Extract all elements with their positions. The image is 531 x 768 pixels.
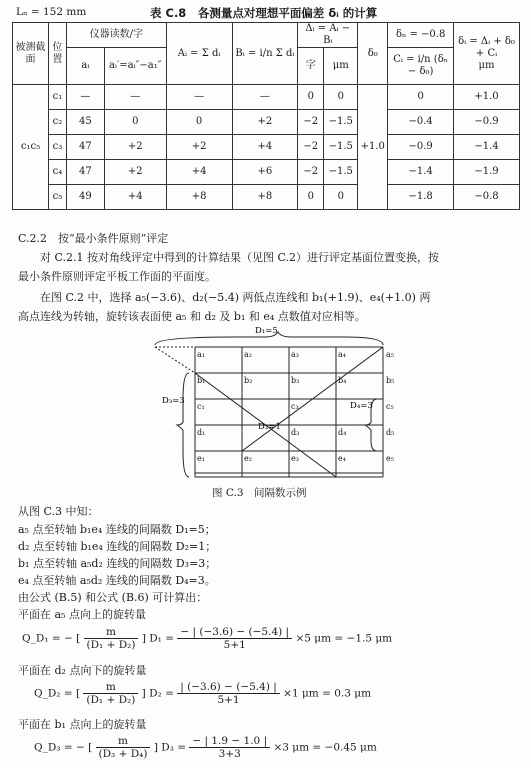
para1-line2: 最小条件原则评定平板工作面的平面度。 xyxy=(18,270,216,283)
cell-a: — xyxy=(66,85,104,110)
eq1-result: ×5 μm = −1.5 μm xyxy=(295,632,393,645)
header-Ci: Cᵢ = i/n (δₙ − δ₀) xyxy=(388,48,454,85)
header-Ai: Aᵢ = Σ dᵢ xyxy=(166,23,232,85)
cell-a_prime: +2 xyxy=(104,160,166,185)
brace-D3 xyxy=(177,373,189,477)
point-label: d₄ xyxy=(338,428,347,437)
table-row xyxy=(13,85,520,110)
formula-intro: 由公式 (B.5) 和公式 (B.6) 可计算出： xyxy=(18,591,208,604)
cell-a: 47 xyxy=(66,160,104,185)
eq3-den: (D₃ + D₄) xyxy=(98,748,148,760)
cell-position: c₁ xyxy=(48,85,66,110)
eq1-lhs: Q_D₁ = − [ xyxy=(22,632,81,645)
point-label: c₃ xyxy=(291,402,299,411)
point-label: a₂ xyxy=(244,350,252,359)
header-unit-char: 字 xyxy=(298,48,324,85)
cell-a_prime: 0 xyxy=(104,110,166,135)
eq2-den2: 5+1 xyxy=(217,694,240,706)
cell-B: +4 xyxy=(232,135,298,160)
eq1-den: (D₁ + D₂) xyxy=(86,639,136,651)
eq3-num: − | 1.9 − 1.0 | xyxy=(189,735,270,748)
cell-position: c₃ xyxy=(48,135,66,160)
eq2-den: (D₁ + D₂) xyxy=(86,694,136,706)
point-label: c₅ xyxy=(386,402,394,411)
point-label: e₃ xyxy=(291,454,299,463)
eq3-result: ×3 μm = −0.45 μm xyxy=(273,741,377,754)
cell-A: +2 xyxy=(166,135,232,160)
header-delta-i-unit: μm xyxy=(478,59,495,71)
cell-Ci: −1.8 xyxy=(388,185,454,210)
point-label: b₂ xyxy=(244,376,253,385)
cell-delta-i: −0.9 xyxy=(454,110,520,135)
cell-d_char: −2 xyxy=(298,110,324,135)
table-row xyxy=(13,185,520,210)
point-label: b₁ xyxy=(197,376,206,385)
cell-Ci: 0 xyxy=(388,85,454,110)
para2-line2: 高点连线为转轴，旋转该表面使 a₅ 和 d₂ 及 b₁ 和 e₄ 点数值对应相等。 xyxy=(18,310,366,323)
section-heading: C.2.2 按“最小条件原则”评定 xyxy=(18,232,169,245)
point-label: d₃ xyxy=(291,428,300,437)
header-ai: aᵢ xyxy=(66,48,104,85)
para1-line1: 对 C.2.1 按对角线评定中得到的计算结果（见图 C.2）进行评定基面位置变换，按 xyxy=(40,251,440,264)
cell-delta-i: −1.9 xyxy=(454,160,520,185)
header-delta-n: δₙ = −0.8 xyxy=(388,23,454,48)
cell-Ci: −0.4 xyxy=(388,110,454,135)
cell-d_char: 0 xyxy=(298,185,324,210)
cell-position: c₄ xyxy=(48,160,66,185)
header-reading: 仪器读数/字 xyxy=(66,23,166,48)
cell-a_prime: — xyxy=(104,85,166,110)
point-label: b₄ xyxy=(338,376,347,385)
point-label: b₃ xyxy=(291,376,300,385)
point-label: a₃ xyxy=(291,350,299,359)
cell-Ci: −1.4 xyxy=(388,160,454,185)
eq3-lhs: Q_D₃ = − [ xyxy=(34,741,93,754)
header-position: 位置 xyxy=(48,23,66,85)
eq3-den2: 3+3 xyxy=(218,748,241,760)
from-figure: 从图 C.3 中知： xyxy=(18,505,99,518)
list-item: a₅ 点至转轴 b₁e₄ 连线的间隔数 D₁=5； xyxy=(18,523,216,536)
eq1-num: − | (−3.6) − (−5.4) | xyxy=(177,626,292,639)
header-delta-i xyxy=(454,23,520,85)
label-D1: D₁=5 xyxy=(255,326,278,336)
eq2-lhs: Q_D₂ = [ xyxy=(34,687,81,700)
rotation-2-title: 平面在 d₂ 点向下的旋转量 xyxy=(18,664,147,677)
table-row xyxy=(13,135,520,160)
point-label: c₁ xyxy=(197,402,205,411)
cell-d_char: −2 xyxy=(298,160,324,185)
cell-d_um: −1.5 xyxy=(324,135,358,160)
cell-B: +2 xyxy=(232,110,298,135)
rotation-1-title: 平面在 a₅ 点向上的旋转量 xyxy=(18,608,146,621)
label-D3: D₃=3 xyxy=(162,396,185,406)
cell-A: +4 xyxy=(166,160,232,185)
point-label: e₅ xyxy=(386,454,394,463)
point-label: e₄ xyxy=(338,454,346,463)
cell-delta0: +1.0 xyxy=(358,85,388,210)
point-label: a₄ xyxy=(338,350,346,359)
cell-position: c₅ xyxy=(48,185,66,210)
eq1-den2: 5+1 xyxy=(223,639,246,651)
cell-B: — xyxy=(232,85,298,110)
cell-d_um: −1.5 xyxy=(324,110,358,135)
cell-a: 47 xyxy=(66,135,104,160)
equation-2 xyxy=(34,681,371,706)
cell-position: c₂ xyxy=(48,110,66,135)
cell-A: — xyxy=(166,85,232,110)
point-label: b₅ xyxy=(386,376,395,385)
header-delta: Δᵢ = Aᵢ − Bᵢ xyxy=(298,23,358,48)
header-section: 被测截面 xyxy=(13,23,49,85)
cell-delta-i: −1.4 xyxy=(454,135,520,160)
table-title: 表 C.8 各测量点对理想平面偏差 δᵢ 的计算 xyxy=(150,6,378,20)
equation-3 xyxy=(34,735,377,760)
eq3-m: m xyxy=(96,735,151,748)
cell-d_char: 0 xyxy=(298,85,324,110)
eq2-m: m xyxy=(83,681,138,694)
cell-a: 45 xyxy=(66,110,104,135)
header-ai-prime: aᵢ′=aᵢ″−a₁″ xyxy=(104,48,166,85)
eq2-result: ×1 μm = 0.3 μm xyxy=(283,687,372,700)
point-label: e₂ xyxy=(244,454,252,463)
cell-d_um: 0 xyxy=(324,185,358,210)
cell-a: 49 xyxy=(66,185,104,210)
list-item: b₁ 点至转轴 a₅d₂ 连线的间隔数 D₃=3； xyxy=(18,557,217,570)
cell-section: c₁c₅ xyxy=(13,85,49,210)
cell-a_prime: +2 xyxy=(104,135,166,160)
point-label: d₁ xyxy=(197,428,206,437)
table-row xyxy=(13,160,520,185)
cell-Ci: −0.9 xyxy=(388,135,454,160)
point-label: a₅ xyxy=(386,350,394,359)
length-label: Lₙ = 152 mm xyxy=(16,6,87,18)
list-item: e₄ 点至转轴 a₅d₂ 连线的间隔数 D₄=3。 xyxy=(18,574,216,587)
cell-B: +6 xyxy=(232,160,298,185)
cell-delta-i: +1.0 xyxy=(454,85,520,110)
cell-d_char: −2 xyxy=(298,135,324,160)
cell-delta-i: −0.8 xyxy=(454,185,520,210)
cell-a_prime: +4 xyxy=(104,185,166,210)
eq2-mid: ] D₂ = xyxy=(141,687,174,700)
cell-A: +8 xyxy=(166,185,232,210)
label-D2: D₂=1 xyxy=(258,422,281,432)
eq1-m: m xyxy=(84,626,139,639)
cell-d_um: 0 xyxy=(324,85,358,110)
cell-A: 0 xyxy=(166,110,232,135)
rotation-3-title: 平面在 b₁ 点向上的旋转量 xyxy=(18,718,147,731)
cell-B: +8 xyxy=(232,185,298,210)
table-row xyxy=(13,110,520,135)
deviation-table xyxy=(12,22,520,210)
header-Bi: Bᵢ = i/n Σ dᵢ xyxy=(232,23,298,85)
equation-1 xyxy=(22,626,392,651)
cell-d_um: −1.5 xyxy=(324,160,358,185)
interval-figure xyxy=(140,325,400,485)
point-label: a₁ xyxy=(197,350,205,359)
point-label: e₁ xyxy=(197,454,205,463)
label-D4: D₄=3 xyxy=(350,401,373,411)
figure-caption: 图 C.3 间隔数示例 xyxy=(212,487,307,499)
point-label: d₅ xyxy=(386,428,395,437)
eq1-mid: ] D₁ = xyxy=(141,632,175,645)
header-delta-i-formula: δᵢ = Δᵢ + δ₀ + Cᵢ xyxy=(458,35,515,59)
para2-line1: 在图 C.2 中，选择 a₅(−3.6)、d₂(−5.4) 两低点连线和 b₁(+1.9)、e₄(+1.0) 两 xyxy=(40,291,431,304)
eq2-num: | (−3.6) − (−5.4) | xyxy=(177,681,280,694)
header-delta0: δ₀ xyxy=(358,23,388,85)
eq3-mid: ] D₃ = xyxy=(153,741,187,754)
header-unit-um: μm xyxy=(324,48,358,85)
dashed-guide xyxy=(155,347,195,373)
list-item: d₂ 点至转轴 b₁e₄ 连线的间隔数 D₂=1； xyxy=(18,540,217,553)
